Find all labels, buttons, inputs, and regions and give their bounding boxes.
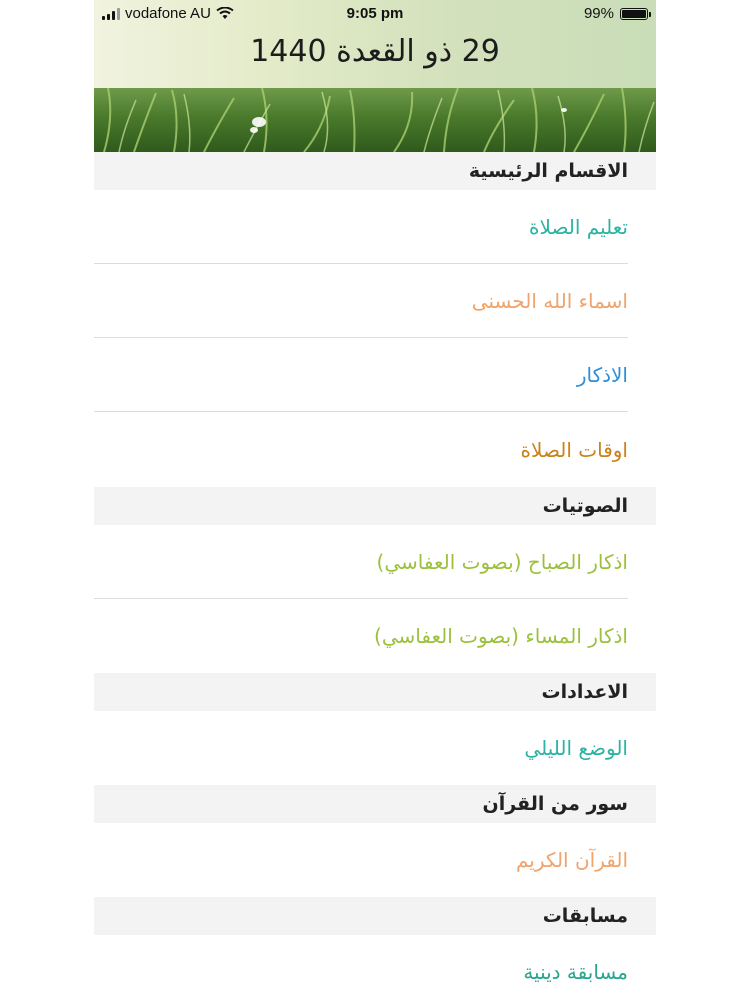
section-header-audio: الصوتيات (94, 487, 656, 525)
menu-item-names-of-allah[interactable] (94, 264, 656, 338)
menu-item-label: اذكار الصباح (بصوت العفاسي) (376, 550, 628, 574)
menu-item-evening-adhkar[interactable] (94, 599, 656, 673)
menu-item-night-mode[interactable] (94, 711, 656, 785)
app-screen (94, 0, 656, 1000)
menu-item-label: الاذكار (576, 363, 628, 387)
menu-item-label: القرآن الكريم (515, 848, 628, 872)
menu-list (94, 152, 656, 1000)
menu-item-adhkar[interactable] (94, 338, 656, 412)
battery-icon (620, 8, 648, 20)
menu-item-label: تعليم الصلاة (529, 215, 628, 239)
menu-item-morning-adhkar[interactable] (94, 525, 656, 599)
status-right (584, 5, 648, 22)
section-header-main: الاقسام الرئيسية (94, 152, 656, 190)
menu-item-label: اذكار المساء (بصوت العفاسي) (374, 624, 628, 648)
menu-item-label: اوقات الصلاة (520, 437, 628, 462)
section-header-settings: الاعدادات (94, 673, 656, 711)
menu-item-label: الوضع الليلي (524, 736, 628, 760)
carrier-label: vodafone AU (125, 5, 211, 22)
battery-percent: 99% (583, 5, 614, 22)
battery-fill (622, 10, 646, 18)
grass-illustration (94, 88, 656, 152)
menu-item-religious-quiz[interactable] (94, 935, 656, 1000)
status-bar (94, 0, 656, 28)
menu-item-holy-quran[interactable] (94, 823, 656, 897)
section-header-contests: مسابقات (94, 897, 656, 935)
menu-item-label: اسماء الله الحسنى (471, 289, 628, 313)
menu-item-prayer-teaching[interactable] (94, 190, 656, 264)
menu-item-label: مسابقة دينية (523, 960, 628, 984)
status-time: 9:05 pm (346, 5, 404, 22)
section-header-quran: سور من القرآن (94, 785, 656, 823)
header-banner (94, 0, 656, 152)
grass-image (94, 88, 656, 152)
menu-item-prayer-times[interactable] (94, 412, 656, 487)
hijri-date: 29 ذو القعدة 1440 (250, 34, 500, 69)
